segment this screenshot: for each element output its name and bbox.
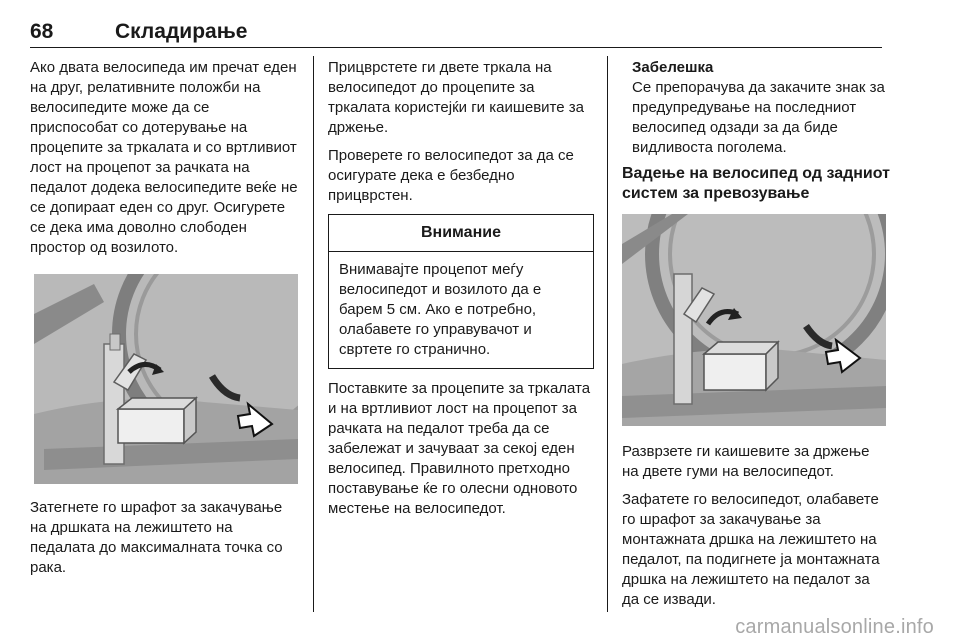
page-number: 68 (30, 20, 54, 43)
note-title: Забелешка (632, 59, 714, 76)
col2-paragraph-3: Поставките за процепите за тркалата и на вртливиот лост на процепот за рачката на педалот треба да се забележат и зачуваат за секој еден велосипед. Правилното претходно поставување ќе го олесни одновото местење на велосипедот. (328, 380, 591, 517)
note (622, 58, 890, 158)
col1-paragraph-1: Ако двата велосипеда им пречат еден на друг, релативните положби на велосипедите може да се приспособат со дотерување на процепите за тркалата и со вртливиот лост на процепот за рачката на педалот додека велосипедите веќе не се допираат еден со друг. Осигурете се дека има доволно слободен простор од возилото. (30, 59, 298, 256)
col2-paragraph-2: Проверете го велосипедот за да се осигурате дека е безбедно прицврстен. (328, 147, 574, 204)
col2-paragraph-1: Прицврстете ги двете тркала на велосипедот до процепите за тркалата користејќи ги каишевите за држење. (328, 59, 584, 136)
page-header (30, 12, 930, 48)
chapter-title: Складирање (115, 20, 248, 43)
header-rule (30, 47, 882, 48)
pedal-clamp-illustration (34, 274, 298, 484)
figure-pedal-clamp (34, 274, 298, 484)
col3-paragraph-1: Разврзете ги каишевите за држење на двете гуми на велосипедот. (622, 443, 870, 480)
column-3-lower (622, 442, 890, 618)
bike-removal-illustration (622, 214, 886, 426)
column-1 (30, 58, 298, 266)
note-body: Се препорачува да закачите знак за предупредување на последниот велосипед одзади за да биде видливоста поголема. (632, 79, 885, 156)
section-heading: Вадење на велосипед од задниот систем за превозување (622, 165, 890, 202)
col3-paragraph-2: Зафатете го велосипедот, олабавете го шрафот за закачување за монтажната дршка на лежиштето на педалот, па подигнете ја монтажната дршка на лежиштето на педалот за да се извади. (622, 491, 880, 608)
watermark: carmanualsonline.info (735, 616, 934, 638)
col1-paragraph-2: Затегнете го шрафот за закачување на дршката на лежиштето на педалата до максималната точка со рака. (30, 499, 283, 576)
column-3 (622, 58, 890, 212)
warning-box (328, 214, 594, 369)
column-divider-2 (607, 56, 608, 612)
column-1-lower (30, 498, 298, 586)
figure-bike-removal (622, 214, 886, 426)
column-2 (328, 58, 594, 527)
warning-title: Внимание (329, 215, 593, 252)
column-divider-1 (313, 56, 314, 612)
warning-body: Внимавајте процепот меѓу велосипедот и возилото да е барем 5 см. Ако е потребно, олабавете го управувачот и свртете го странично. (339, 261, 542, 358)
